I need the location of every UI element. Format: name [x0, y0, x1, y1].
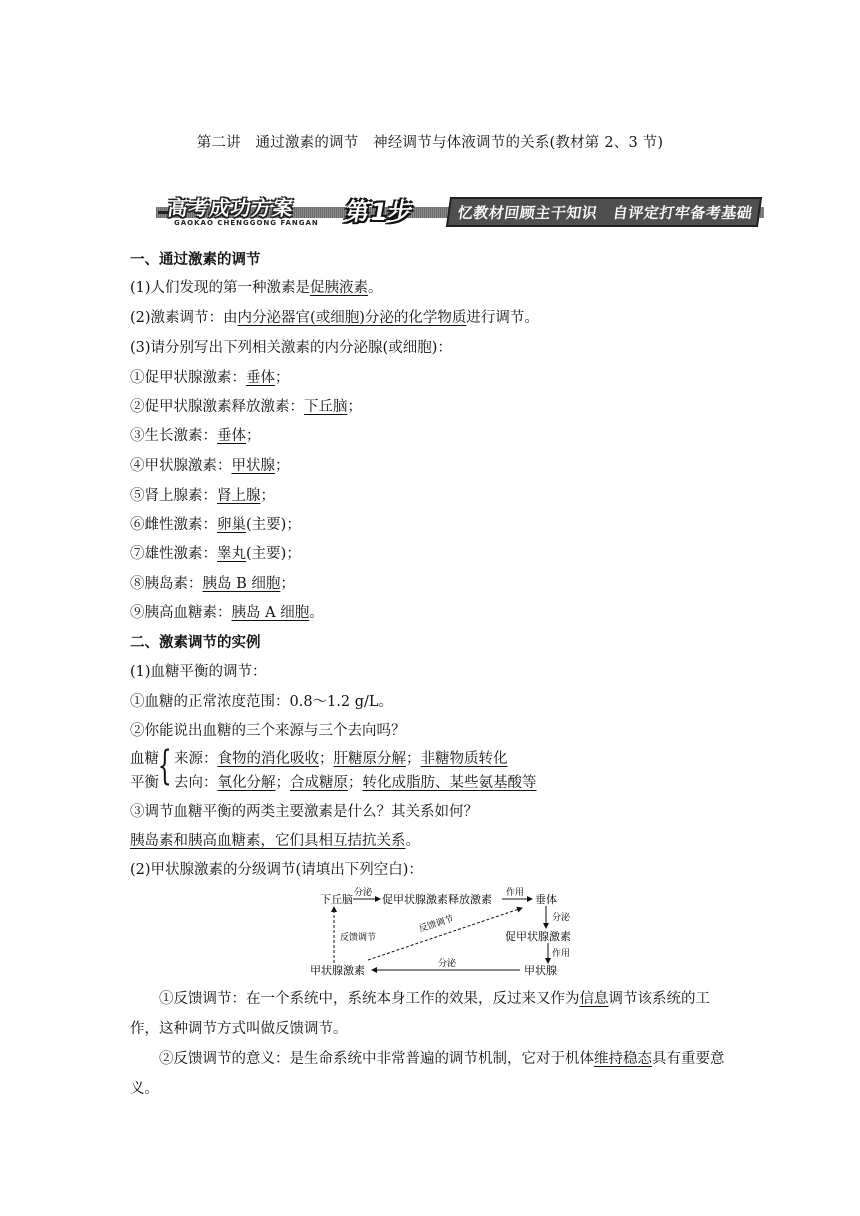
brand-logo — [158, 192, 354, 228]
blood-sinks: 去向：氧化分解；合成糖原；转化成脂肪、某些氨基酸等 — [174, 775, 537, 791]
node-trh: 促甲状腺激素释放激素 — [382, 893, 492, 906]
question-2: (2)激素调节：由内分泌器官(或细胞)分泌的化学物质进行调节。 — [130, 310, 539, 326]
svg-text:作用: 作用 — [552, 949, 571, 959]
gland-item: ①促甲状腺激素：垂体； — [130, 370, 290, 386]
thyroid-regulation-diagram — [310, 884, 590, 976]
gland-item: ②促甲状腺激素释放激素：下丘脑； — [130, 399, 362, 415]
svg-text:反馈调节: 反馈调节 — [417, 914, 456, 935]
section-1-heading: 一、通过激素的调节 — [130, 252, 261, 268]
brand-name: 高考成功方案 — [166, 196, 296, 220]
thyroid-intro: (2)甲状腺激素的分级调节(请填出下列空白)： — [130, 862, 423, 878]
gland-item: ⑧胰岛素：胰岛 B 细胞； — [130, 576, 295, 592]
step-badge — [343, 190, 430, 230]
node-pituitary: 垂体 — [535, 893, 557, 906]
svg-text:分泌: 分泌 — [438, 959, 457, 969]
page-title: 第二讲 通过激素的调节 神经调节与体液调节的关系(教材第 2、3 节) — [196, 135, 664, 151]
gland-item: ⑨胰高血糖素：胰岛 A 细胞。 — [130, 605, 324, 621]
hormone-question: ③调节血糖平衡的两类主要激素是什么？其关系如何？ — [130, 804, 478, 820]
svg-text:反馈调节: 反馈调节 — [340, 933, 377, 943]
svg-text:分泌: 分泌 — [354, 888, 373, 898]
banner-slogan: 忆教材回顾主干知识 自评定打牢备考基础 — [456, 204, 754, 222]
gland-item: ④甲状腺激素：甲状腺； — [130, 458, 290, 474]
blood-range: ①血糖的正常浓度范围：0.8～1.2 g/L。 — [130, 694, 394, 710]
question-1: (1)人们发现的第一种激素是促胰液素。 — [130, 280, 383, 296]
feedback-definition: ①反馈调节：在一个系统中，系统本身工作的效果，反过来又作为信息调节该系统的工作，这种调节方式叫做反馈调节。 — [130, 991, 710, 1037]
answer-blank: 内分泌器官(或细胞)分泌的化学物质 — [237, 310, 467, 326]
blood-sources: 来源：食物的消化吸收；肝糖原分解；非糖物质转化 — [174, 751, 508, 767]
node-hypothalamus: 下丘脑 — [320, 893, 353, 906]
gland-item: ⑤肾上腺素：肾上腺； — [130, 488, 275, 504]
gland-item: ③生长激素：垂体； — [130, 428, 261, 444]
brand-pinyin: GAOKAO CHENGGONG FANGAN — [174, 219, 319, 227]
question-3: (3)请分别写出下列相关激素的内分泌腺(或细胞)： — [130, 340, 452, 356]
node-tsh: 促甲状腺激素 — [505, 930, 571, 943]
feedback-significance: ②反馈调节的意义：是生命系统中非常普遍的调节机制，它对于机体维持稳态具有重要意义。 — [130, 1051, 725, 1097]
blood-question: ②你能说出血糖的三个来源与三个去向吗？ — [130, 723, 406, 739]
step-label: 第1步 — [343, 198, 416, 226]
svg-text:作用: 作用 — [506, 888, 525, 898]
answer-blank: 促胰液素 — [310, 280, 369, 296]
banner-slogan-box — [446, 197, 762, 227]
gland-item: ⑥雌性激素：卵巢(主要)； — [130, 517, 301, 533]
curly-brace: { — [157, 743, 172, 789]
node-thyroid-gland: 甲状腺 — [524, 964, 557, 976]
blood-sugar-brace-block: 血糖 平衡 { 来源：食物的消化吸收；肝糖原分解；非糖物质转化 去向：氧化分解；合成糖原；转化成脂肪、某些氨基酸等 — [130, 743, 537, 791]
svg-text:分泌: 分泌 — [552, 913, 571, 923]
blood-intro: (1)血糖平衡的调节： — [130, 664, 267, 680]
gland-item: ⑦雄性激素：睾丸(主要)； — [130, 546, 301, 562]
hormone-answer: 胰岛素和胰高血糖素，它们具相互拮抗关系。 — [130, 833, 420, 849]
node-thyroid-hormone: 甲状腺激素 — [310, 964, 365, 976]
section-banner — [156, 190, 764, 230]
section-2-heading: 二、激素调节的实例 — [130, 635, 261, 651]
